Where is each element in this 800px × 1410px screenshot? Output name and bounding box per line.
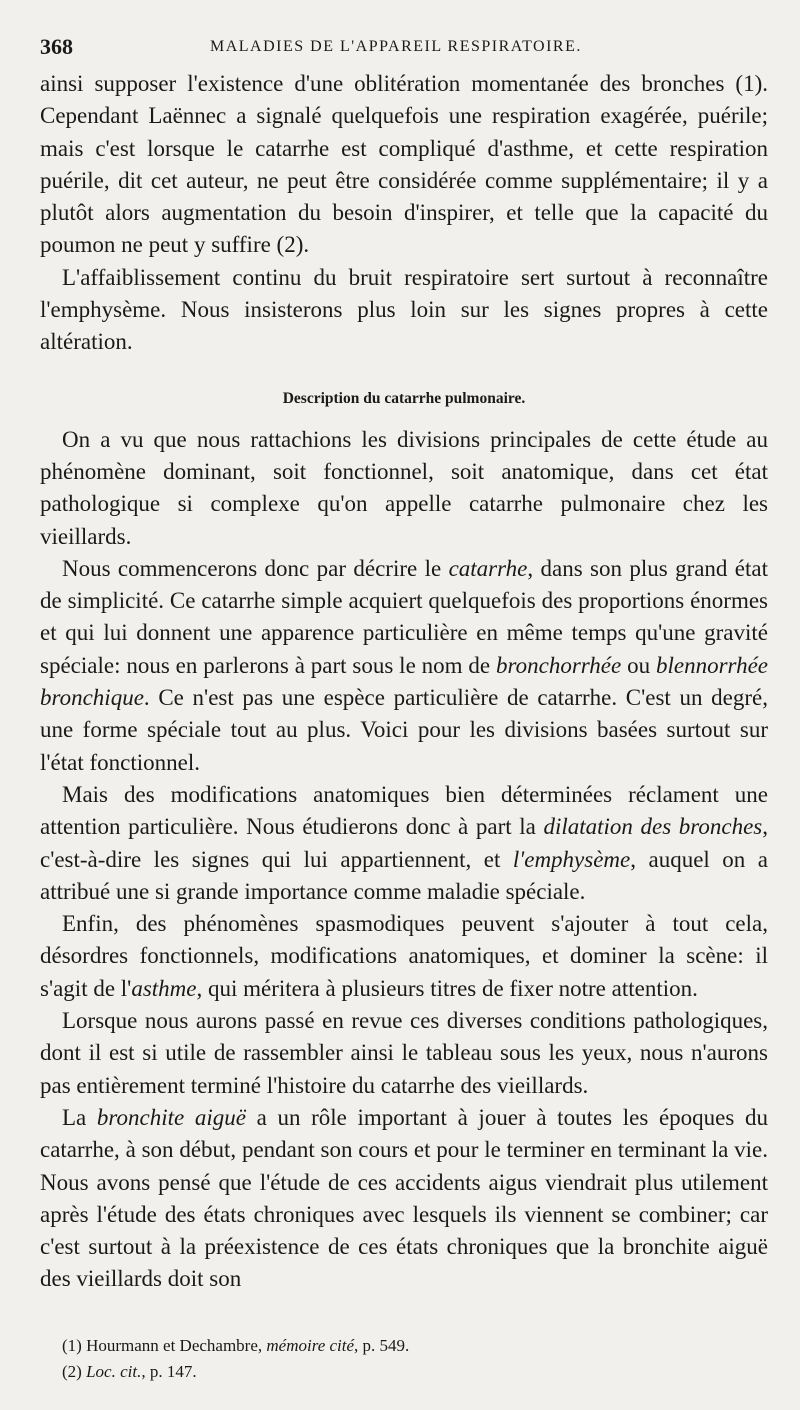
paragraph bbox=[40, 553, 768, 779]
text-run: , p. 549. bbox=[354, 1336, 410, 1355]
page-body bbox=[40, 68, 768, 1296]
paragraph: Lorsque nous aurons passé en revue ces diverses conditions pathologiques, dont il est si utile de rassembler ainsi le tableau sous les yeux, nous n'aurons pas entièrement terminé l'histoire du catarrhe des vieillards. bbox=[40, 1008, 768, 1098]
text-run: , auquel on a attribué une si grande importance comme maladie spéciale. bbox=[40, 846, 769, 904]
paragraph bbox=[40, 779, 768, 908]
text-run: La bbox=[62, 1104, 97, 1130]
text-run: . Ce n'est pas une espèce particulière de catarrhe. C'est un degré, une forme spéciale tout au plus. Voici pour les divisions basées surtout sur l'état fonctionnel. bbox=[40, 685, 768, 775]
text-run: Mais des modifications anatomiques bien déterminées réclament une attention particulière. Nous étudierons donc à part la bbox=[40, 781, 768, 840]
section-title: Description du catarrhe pulmonaire. bbox=[282, 389, 526, 407]
paragraph-continued: ainsi supposer l'existence d'une oblitération momentanée des bronches (1). Cependant Laënnec a signalé quelquefois une respiration exagérée, puérile; mais c'est lorsque le catarrhe est compliqué d'asthme, et cette respiration puérile, dit cet auteur, ne peut être considérée comme supplémentaire; il y a plutôt alors augmentation du besoin d'inspirer, et telle que la capacité du poumon ne peut y suffire (2). bbox=[40, 71, 768, 258]
text-run: , dans son plus grand état de simplicité. Ce catarrhe simple acquiert quelquefois des proportions énormes et qui lui donnent une apparence particulière en même temps qu'une gravité spéciale: nous en parlerons à part sous le nom de bbox=[40, 555, 769, 678]
text-run: (1) Hourmann et Dechambre, bbox=[62, 1336, 267, 1355]
italic-term: bronchite aiguë bbox=[96, 1104, 246, 1130]
text-run: , c'est-à-dire les signes qui lui appartiennent, et bbox=[40, 814, 768, 872]
italic-term: dilatation des bronches bbox=[543, 814, 763, 840]
paragraph: On a vu que nous rattachions les divisions principales de cette étude au phénomène dominant, soit fonctionnel, soit anatomique, dans cet état pathologique si complexe qu'on appelle catarrhe pulmonaire chez les vieillards. bbox=[40, 426, 768, 549]
page-number: 368 bbox=[40, 34, 73, 59]
italic-term: mémoire cité bbox=[266, 1336, 355, 1355]
italic-term: asthme bbox=[131, 975, 197, 1001]
paragraph bbox=[40, 1102, 768, 1296]
footnote-1 bbox=[62, 1333, 762, 1359]
italic-term: blennorrhée bronchique bbox=[40, 652, 768, 711]
paragraph: L'affaiblissement continu du bruit respiratoire sert surtout à reconnaître l'emphysème. Nous insisterons plus loin sur les signes propres à cette altération. bbox=[40, 264, 768, 355]
footnote-2 bbox=[62, 1359, 762, 1385]
text-run: Nous commencerons donc par décrire le bbox=[62, 555, 449, 581]
text-run: , p. 147. bbox=[141, 1362, 197, 1381]
text-run: ou bbox=[621, 652, 656, 678]
italic-term: catarrhe bbox=[448, 555, 528, 581]
text-run: Enfin, des phénomènes spasmodiques peuvent s'ajouter à tout cela, désordres fonctionnels, modifications anatomiques, et dominer la scène: il s'agit de l' bbox=[40, 911, 768, 1001]
italic-term: l'emphysème bbox=[512, 846, 631, 872]
italic-term: bronchorrhée bbox=[496, 652, 622, 678]
footnotes bbox=[62, 1333, 762, 1385]
running-title: MALADIES DE L'APPAREIL RESPIRATOIRE. bbox=[210, 38, 582, 55]
text-run: (2) bbox=[62, 1362, 87, 1381]
paragraph bbox=[40, 908, 768, 1005]
page-header bbox=[40, 30, 770, 66]
text-run: , qui méritera à plusieurs titres de fixer notre attention. bbox=[196, 975, 698, 1001]
italic-term: Loc. cit. bbox=[86, 1362, 142, 1381]
text-run: a un rôle important à jouer à toutes les époques du catarrhe, à son début, pendant son cours et pour le terminer en terminant la vie. Nous avons pensé que l'étude de ces accidents aigus viendrait plus utilement après l'étude des états chroniques avec lesquels ils viennent se combiner; car c'est surtout à la préexistence de ces états chroniques que la bronchite aiguë des vieillards doit son bbox=[40, 1104, 768, 1292]
